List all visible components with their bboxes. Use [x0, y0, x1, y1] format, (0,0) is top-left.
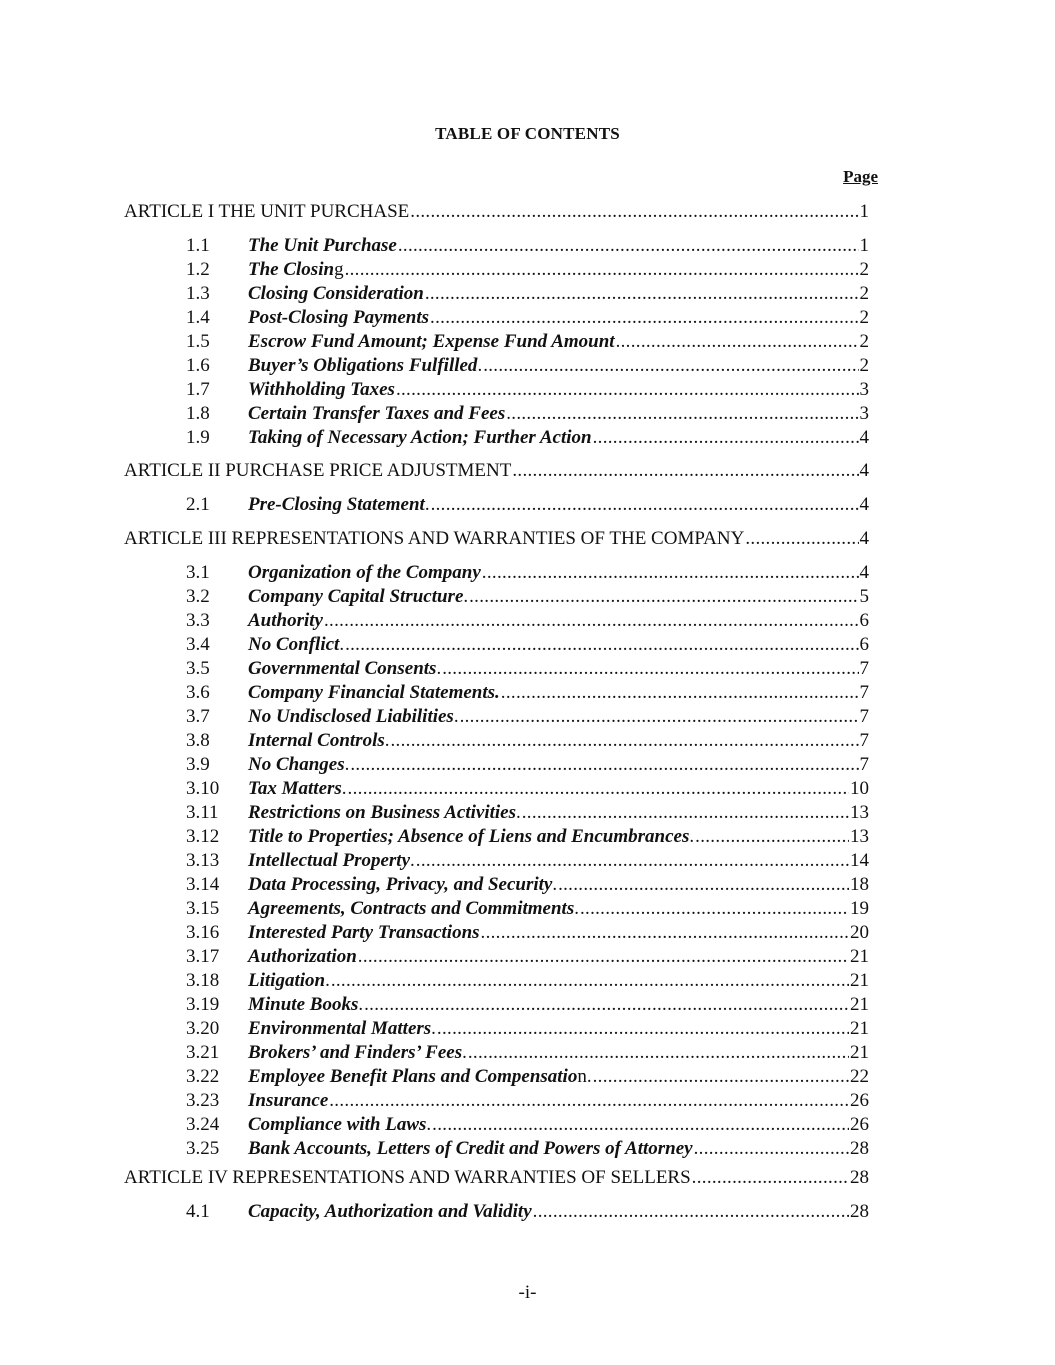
section-title-trailing-text: .: [325, 970, 330, 991]
page-number: 28: [850, 1167, 869, 1188]
section-title: Insurance: [248, 1090, 329, 1111]
toc-section-entry[interactable]: [186, 729, 869, 753]
dot-leader: [350, 753, 858, 777]
article-title: ARTICLE IV REPRESENTATIONS AND WARRANTIES OF SELLERS: [124, 1167, 691, 1188]
page-number: 4: [859, 494, 869, 515]
dot-leader: [616, 330, 859, 354]
section-title: Data Processing, Privacy, and Security: [248, 874, 553, 895]
section-number: 3.12: [186, 826, 220, 847]
section-title-trailing-text: .: [410, 850, 415, 871]
section-number: 1.6: [186, 355, 210, 376]
dot-leader: [410, 200, 858, 224]
page-number: 21: [850, 970, 869, 991]
section-title-trailing-text: .: [574, 898, 579, 919]
dot-leader: [483, 354, 858, 378]
page-number: 7: [859, 706, 869, 727]
page-column-heading: Page: [843, 167, 878, 186]
toc-section-entry[interactable]: [186, 1017, 869, 1041]
dot-leader: [512, 459, 858, 483]
toc-section-entry[interactable]: [186, 681, 869, 705]
section-title: Environmental Matters: [248, 1018, 432, 1039]
section-title: The Closin: [248, 259, 335, 280]
toc-section-entry[interactable]: [186, 633, 869, 657]
page-number: 3: [859, 403, 869, 424]
section-title: No Changes: [248, 754, 345, 775]
page-number: 13: [850, 802, 869, 823]
dot-leader: [416, 849, 849, 873]
page-number: 1: [859, 235, 869, 256]
toc-section-entry[interactable]: [186, 921, 869, 945]
toc-section-entry[interactable]: [186, 753, 869, 777]
toc-section-entry[interactable]: [186, 1113, 869, 1137]
dot-leader: [329, 1089, 849, 1113]
toc-section-entry[interactable]: [186, 993, 869, 1017]
page-number: 22: [850, 1066, 869, 1087]
toc-section-entry[interactable]: [186, 282, 869, 306]
dot-leader: [468, 1041, 849, 1065]
toc-section-entry[interactable]: [186, 1200, 869, 1224]
section-title-trailing-text: .: [344, 754, 350, 775]
dot-leader: [348, 777, 849, 801]
page-number: 7: [859, 658, 869, 679]
toc-article-entry[interactable]: [124, 527, 869, 551]
toc-section-entry[interactable]: [186, 561, 869, 585]
dot-leader: [558, 873, 849, 897]
section-number: 1.3: [186, 283, 210, 304]
page-number: 2: [859, 259, 869, 280]
section-title: Interested Party Transactions: [248, 922, 480, 943]
dot-leader: [593, 1065, 849, 1089]
toc-article-entry[interactable]: [124, 1166, 869, 1190]
toc-section-entry[interactable]: [186, 234, 869, 258]
section-number: 3.11: [186, 802, 219, 823]
section-title: Intellectual Property: [248, 850, 411, 871]
page-number: 21: [850, 994, 869, 1015]
dot-leader: [482, 561, 859, 585]
section-number: 3.23: [186, 1090, 220, 1111]
toc-section-entry[interactable]: [186, 897, 869, 921]
toc-section-entry[interactable]: [186, 801, 869, 825]
section-number: 3.1: [186, 562, 210, 583]
toc-title: TABLE OF CONTENTS: [435, 124, 620, 143]
section-number: 4.1: [186, 1201, 210, 1222]
section-title: No Undisclosed Liabilities: [248, 706, 454, 727]
dot-leader: [506, 402, 858, 426]
toc-section-entry[interactable]: [186, 402, 869, 426]
section-title: Buyer’s Obligations Fulfilled: [248, 355, 478, 376]
dot-leader: [431, 493, 859, 517]
dot-leader: [437, 1017, 849, 1041]
page-number: 2: [859, 283, 869, 304]
section-title: No Conflict: [248, 634, 340, 655]
section-number: 3.25: [186, 1138, 220, 1159]
dot-leader: [391, 729, 859, 753]
toc-section-entry[interactable]: [186, 585, 869, 609]
dot-leader: [522, 801, 849, 825]
toc-article-entry[interactable]: [124, 459, 869, 483]
section-number: 3.6: [186, 682, 210, 703]
section-number: 3.10: [186, 778, 220, 799]
section-title-trailing-text: .: [426, 1114, 432, 1135]
section-title: Certain Transfer Taxes and Fees: [248, 403, 506, 424]
page-number: 2: [859, 307, 869, 328]
page-number: 7: [859, 754, 869, 775]
toc-section-entry[interactable]: [186, 945, 869, 969]
dot-leader: [345, 633, 858, 657]
page-number: 18: [850, 874, 869, 895]
page-number: 7: [859, 730, 869, 751]
toc-section-entry[interactable]: [186, 1089, 869, 1113]
section-title-trailing-text: .: [552, 874, 558, 895]
page-number: 1: [859, 201, 869, 222]
article-title: ARTICLE III REPRESENTATIONS AND WARRANTIES OF THE COMPANY: [124, 528, 745, 549]
dot-leader: [694, 1137, 849, 1161]
page-number: 6: [859, 610, 869, 631]
section-number: 1.2: [186, 259, 210, 280]
article-title: ARTICLE I THE UNIT PURCHASE: [124, 201, 410, 222]
dot-leader: [593, 426, 859, 450]
dot-leader: [430, 306, 858, 330]
section-title: Capacity, Authorization and Validity: [248, 1201, 532, 1222]
section-title: Employee Benefit Plans and Compensatio: [248, 1066, 578, 1087]
toc-section-entry[interactable]: [186, 657, 869, 681]
toc-section-entry[interactable]: [186, 354, 869, 378]
toc-section-entry[interactable]: [186, 873, 869, 897]
section-title: Restrictions on Business Activities: [248, 802, 516, 823]
dot-leader: [469, 585, 858, 609]
page-number-footer: -i-: [518, 1282, 537, 1303]
section-title: Company Capital Structure: [248, 586, 464, 607]
section-title-trailing-text: .: [424, 494, 430, 515]
section-title: The Unit Purchase: [248, 235, 397, 256]
section-number: 1.1: [186, 235, 210, 256]
section-title-trailing-text: .: [436, 658, 442, 679]
dot-leader: [324, 609, 859, 633]
section-title-trailing-text: .: [462, 1042, 467, 1063]
toc-section-entry[interactable]: [186, 258, 869, 282]
section-title: Withholding Taxes: [248, 379, 395, 400]
page-number: 3: [859, 379, 869, 400]
section-number: 3.19: [186, 994, 220, 1015]
toc-section-entry[interactable]: [186, 378, 869, 402]
page-number: 26: [850, 1090, 869, 1111]
dot-leader: [695, 825, 849, 849]
dot-leader: [692, 1166, 849, 1190]
section-title: Agreements, Contracts and Commitments: [248, 898, 575, 919]
dot-leader: [481, 921, 849, 945]
section-number: 3.22: [186, 1066, 220, 1087]
section-title: Post-Closing Payments: [248, 307, 430, 328]
section-title-trailing-text: .: [341, 778, 347, 799]
section-number: 1.4: [186, 307, 210, 328]
section-number: 3.16: [186, 922, 220, 943]
page-number: 13: [850, 826, 869, 847]
toc-section-entry[interactable]: [186, 1137, 869, 1161]
dot-leader: [398, 234, 859, 258]
section-number: 3.8: [186, 730, 210, 751]
section-number: 1.7: [186, 379, 210, 400]
section-number: 3.4: [186, 634, 210, 655]
toc-section-entry[interactable]: [186, 825, 869, 849]
section-title-trailing-text: .: [453, 706, 459, 727]
toc-section-entry[interactable]: [186, 330, 869, 354]
section-number: 3.13: [186, 850, 220, 871]
section-number: 1.8: [186, 403, 210, 424]
toc-section-entry[interactable]: [186, 969, 869, 993]
section-title: Governmental Consents: [248, 658, 437, 679]
toc-section-entry[interactable]: [186, 777, 869, 801]
section-title-trailing-text: n.: [577, 1066, 592, 1087]
section-title-trailing-text: .: [463, 586, 469, 607]
section-title-trailing-text: g: [334, 259, 344, 280]
toc-section-entry[interactable]: [186, 426, 869, 450]
section-title: Closing Consideration: [248, 283, 424, 304]
section-title-trailing-text: .: [477, 355, 483, 376]
section-title: Brokers’ and Finders’ Fees: [248, 1042, 463, 1063]
section-title: Minute Books: [248, 994, 359, 1015]
section-title: Litigation: [248, 970, 326, 991]
dot-leader: [442, 657, 858, 681]
section-title: Compliance with Laws: [248, 1114, 427, 1135]
page-number: 21: [850, 1018, 869, 1039]
toc-section-entry[interactable]: [186, 1041, 869, 1065]
section-number: 3.18: [186, 970, 220, 991]
section-number: 3.3: [186, 610, 210, 631]
section-title: Tax Matters: [248, 778, 342, 799]
page-number: 28: [850, 1138, 869, 1159]
section-number: 3.9: [186, 754, 210, 775]
page-number: 26: [850, 1114, 869, 1135]
article-title: ARTICLE II PURCHASE PRICE ADJUSTMENT: [124, 460, 512, 481]
toc-section-entry[interactable]: [186, 306, 869, 330]
section-title: Authorization: [248, 946, 357, 967]
page-number: 21: [850, 946, 869, 967]
page-number: 4: [859, 427, 869, 448]
dot-leader: [345, 258, 859, 282]
dot-leader: [580, 897, 849, 921]
section-title: Pre-Closing Statement: [248, 494, 425, 515]
section-number: 3.15: [186, 898, 220, 919]
page-number: 28: [850, 1201, 869, 1222]
page-number: 7: [859, 682, 869, 703]
page-number: 20: [850, 922, 869, 943]
toc-section-entry[interactable]: [186, 849, 869, 873]
page-number: 21: [850, 1042, 869, 1063]
page-number: 6: [859, 634, 869, 655]
section-title: Taking of Necessary Action; Further Action: [248, 427, 592, 448]
section-title: Escrow Fund Amount; Expense Fund Amount: [248, 331, 615, 352]
section-number: 3.2: [186, 586, 210, 607]
dot-leader: [358, 945, 849, 969]
section-title: Company Financial Statements.: [248, 682, 500, 703]
dot-leader: [745, 527, 858, 551]
page-number: 4: [859, 460, 869, 481]
section-title: Bank Accounts, Letters of Credit and Powers of Attorney: [248, 1138, 693, 1159]
dot-leader: [396, 378, 859, 402]
section-title: Internal Controls: [248, 730, 385, 751]
page-number: 2: [859, 331, 869, 352]
dot-leader: [331, 969, 849, 993]
page-number: 4: [859, 562, 869, 583]
section-title-trailing-text: .: [358, 994, 364, 1015]
toc-section-entry[interactable]: [186, 493, 869, 517]
section-number: 3.7: [186, 706, 210, 727]
page-number: 19: [850, 898, 869, 919]
section-number: 1.5: [186, 331, 210, 352]
section-title: Authority: [248, 610, 323, 631]
page-number: 2: [859, 355, 869, 376]
section-title-trailing-text: .: [431, 1018, 436, 1039]
section-number: 3.5: [186, 658, 210, 679]
section-number: 3.24: [186, 1114, 220, 1135]
section-number: 3.17: [186, 946, 220, 967]
section-title: Title to Properties; Absence of Liens and Encumbrances: [248, 826, 690, 847]
dot-leader: [432, 1113, 849, 1137]
page-number: 10: [850, 778, 869, 799]
toc-article-entry[interactable]: [124, 200, 869, 224]
dot-leader: [425, 282, 859, 306]
page-number: 14: [850, 850, 869, 871]
section-title-trailing-text: .: [515, 802, 521, 823]
toc-section-entry[interactable]: [186, 705, 869, 729]
dot-leader: [364, 993, 849, 1017]
dot-leader: [460, 705, 859, 729]
section-number: 3.14: [186, 874, 220, 895]
section-number: 2.1: [186, 494, 210, 515]
dot-leader: [501, 681, 859, 705]
dot-leader: [533, 1200, 849, 1224]
page-number: 5: [859, 586, 869, 607]
section-number: 1.9: [186, 427, 210, 448]
section-title-trailing-text: .: [384, 730, 390, 751]
toc-section-entry[interactable]: [186, 1065, 869, 1089]
section-title: Organization of the Company: [248, 562, 481, 583]
section-title-trailing-text: .: [689, 826, 695, 847]
toc-section-entry[interactable]: [186, 609, 869, 633]
page-number: 4: [859, 528, 869, 549]
section-number: 3.21: [186, 1042, 220, 1063]
section-title-trailing-text: .: [339, 634, 345, 655]
section-number: 3.20: [186, 1018, 220, 1039]
